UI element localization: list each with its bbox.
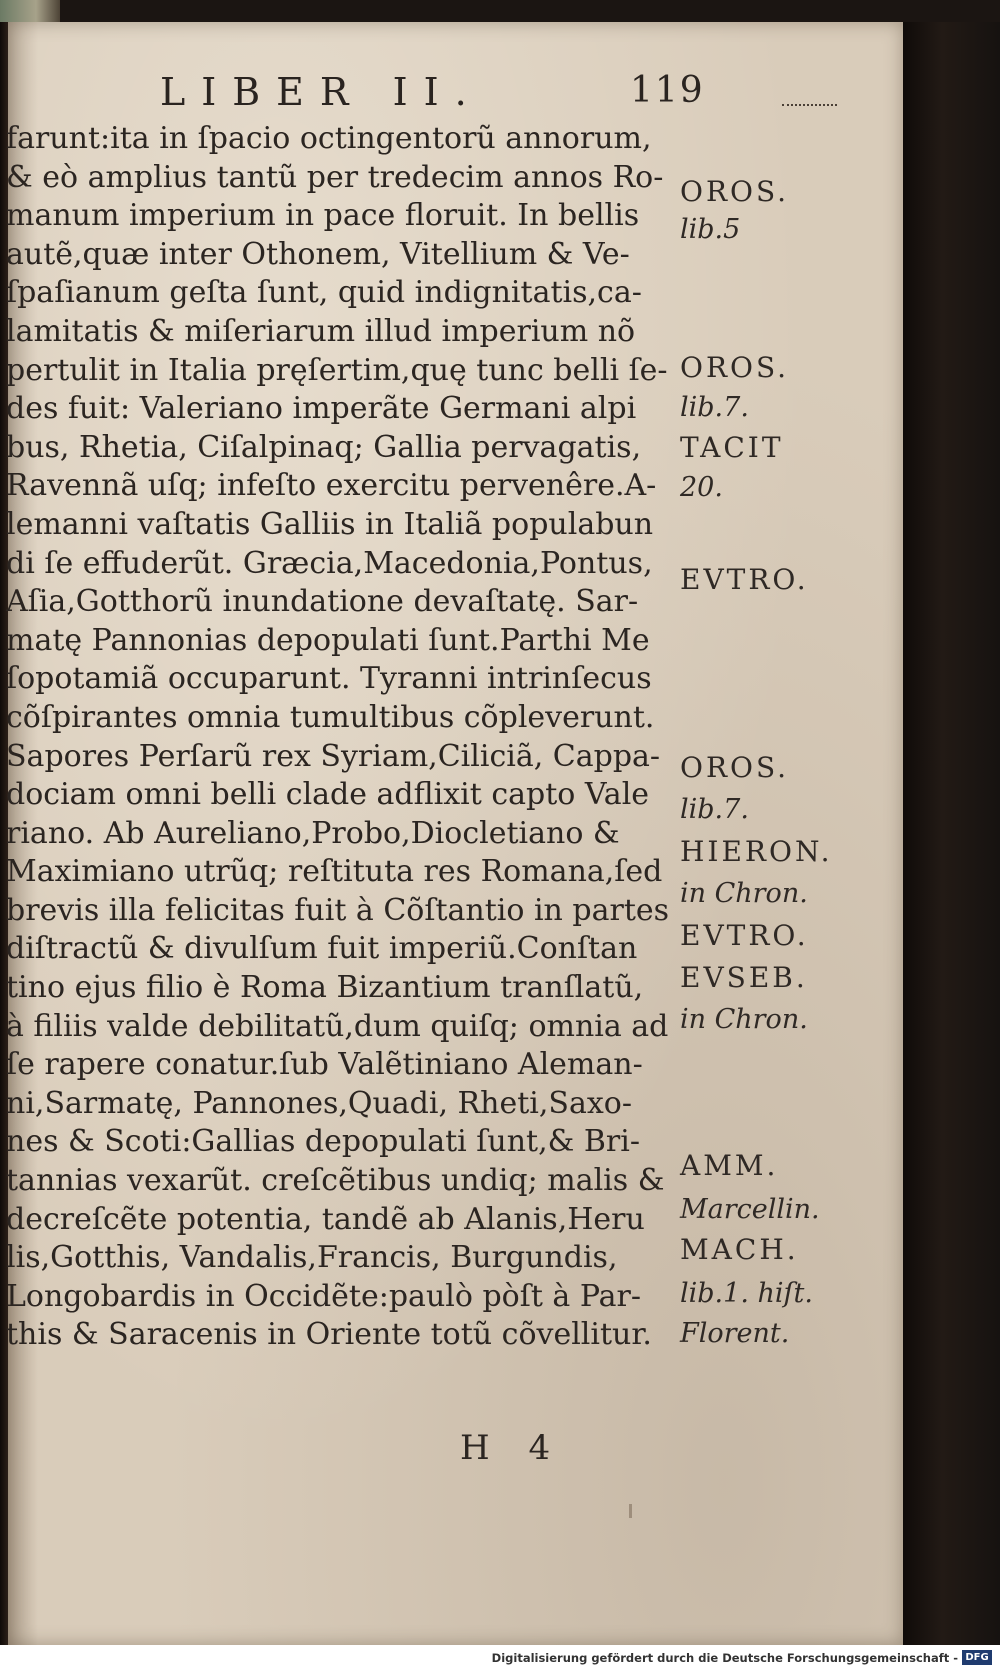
text-line: ſpaſianum geſta ſunt, quid indignitatis,ca- — [6, 275, 642, 311]
text-line: this & Saracenis in Oriente totũ cõvellitur. — [6, 1317, 652, 1353]
paper-blemish — [629, 1504, 632, 1518]
margin-note-source: TACIT — [680, 431, 784, 464]
digitization-footer — [0, 1645, 1000, 1672]
text-line: Maximiano utrũq; reſtituta res Romana,ſed — [6, 854, 663, 890]
text-line: diſtractũ & divulſum fuit imperiũ.Conſtan — [6, 931, 638, 967]
text-line: ni,Sarmatę, Pannones,Quadi, Rheti,Saxo- — [6, 1085, 632, 1121]
margin-note-source: AMM. — [680, 1149, 779, 1182]
margin-note-source: OROS. — [680, 175, 790, 208]
text-line: lemanni vaſtatis Galliis in Italiã populabun — [6, 506, 654, 542]
text-line: Sapores Perſarũ rex Syriam,Ciliciã, Cappa- — [6, 738, 661, 774]
text-line: à filiis valde debilitatũ,dum quiſq; omnia ad — [6, 1008, 669, 1044]
text-line: tannias vexarũt. creſcẽtibus undiq; malis & — [6, 1163, 665, 1199]
margin-note-reference: Florent. — [680, 1318, 790, 1349]
text-line: tino ejus filio è Roma Bizantium tranſlatũ, — [6, 970, 644, 1006]
text-line: di ſe effuderũt. Græcia,Macedonia,Pontus, — [6, 545, 653, 581]
margin-notes — [680, 0, 833, 1672]
margin-note-reference: in Chron. — [680, 878, 808, 909]
margin-note-source: HIERON. — [680, 835, 833, 868]
text-line: ſopotamiã occuparunt. Tyranni intrinſecus — [6, 661, 652, 697]
text-line: dociam omni belli clade adflixit capto Vale — [6, 777, 650, 813]
text-line: cõſpirantes omnia tumultibus cõpleverunt. — [6, 699, 655, 735]
dfg-logo: DFG — [962, 1650, 992, 1665]
text-line: farunt:ita in ſpacio octingentorũ annorum, — [6, 121, 652, 156]
margin-note-reference: lib.7. — [680, 794, 749, 825]
text-line: bus, Rhetia, Ciſalpinaq; Gallia pervagatis, — [6, 429, 642, 465]
text-line: des fuit: Valeriano imperãte Germani alpi — [6, 391, 637, 427]
margin-note-source: OROS. — [680, 751, 790, 784]
text-line: Aſia,Gotthorũ inundatione devaſtatę. Sar- — [6, 584, 639, 620]
text-line: matę Pannonias depopulati ſunt.Parthi Me — [6, 622, 650, 658]
signature-mark: H 4 — [460, 1428, 565, 1468]
text-line: manum imperium in pace floruit. In bellis — [6, 198, 640, 234]
running-title: LIBER II. — [160, 70, 483, 114]
text-line: riano. Ab Aureliano,Probo,Diocletiano & — [6, 815, 620, 851]
page-header — [160, 70, 705, 120]
margin-note-source: OROS. — [680, 351, 790, 384]
text-line: & eò amplius tantũ per tredecim annos Ro- — [6, 159, 664, 195]
text-line: brevis illa felicitas fuit à Cõſtantio in partes — [6, 892, 670, 928]
margin-note-reference: lib.5 — [680, 214, 741, 245]
text-line: nes & Scoti:Gallias depopulati ſunt,& Bri- — [6, 1124, 640, 1160]
margin-note-source: EVSEB. — [680, 961, 808, 994]
page-outer-edge — [903, 22, 1000, 1645]
margin-note-reference: Marcellin. — [680, 1194, 820, 1225]
margin-note-source: EVTRO. — [680, 919, 809, 952]
main-text-block — [6, 120, 691, 1355]
text-line: autẽ,quæ inter Othonem, Vitellium & Ve- — [6, 236, 630, 272]
text-line: Ravennã uſq; infeſto exercitu pervenêre.A- — [6, 468, 657, 504]
margin-note-reference: lib.1. hiſt. — [680, 1278, 813, 1309]
margin-note-reference: in Chron. — [680, 1004, 808, 1035]
text-line: decreſcẽte potentia, tandẽ ab Alanis,Heru — [6, 1201, 645, 1237]
text-line: ſe rapere conatur.ſub Valẽtiniano Aleman- — [6, 1047, 643, 1083]
margin-note-source: EVTRO. — [680, 563, 809, 596]
text-line: lis,Gotthis, Vandalis,Francis, Burgundis, — [6, 1240, 618, 1276]
margin-note-reference: 20. — [680, 472, 723, 503]
margin-note-source: MACH. — [680, 1233, 799, 1266]
text-line: pertulit in Italia pręſertim,quę tunc belli ſe- — [6, 352, 668, 388]
text-line: Longobardis in Occidẽte:paulò pòſt à Par- — [6, 1278, 642, 1314]
page-number: 119 — [630, 70, 705, 111]
bookmark-ribbon — [0, 0, 60, 22]
text-line: lamitatis & miſeriarum illud imperium nõ — [6, 313, 636, 349]
margin-note-reference: lib.7. — [680, 392, 749, 423]
funding-credit: Digitalisierung gefördert durch die Deutsche Forschungsgemeinschaft - — [491, 1651, 958, 1665]
